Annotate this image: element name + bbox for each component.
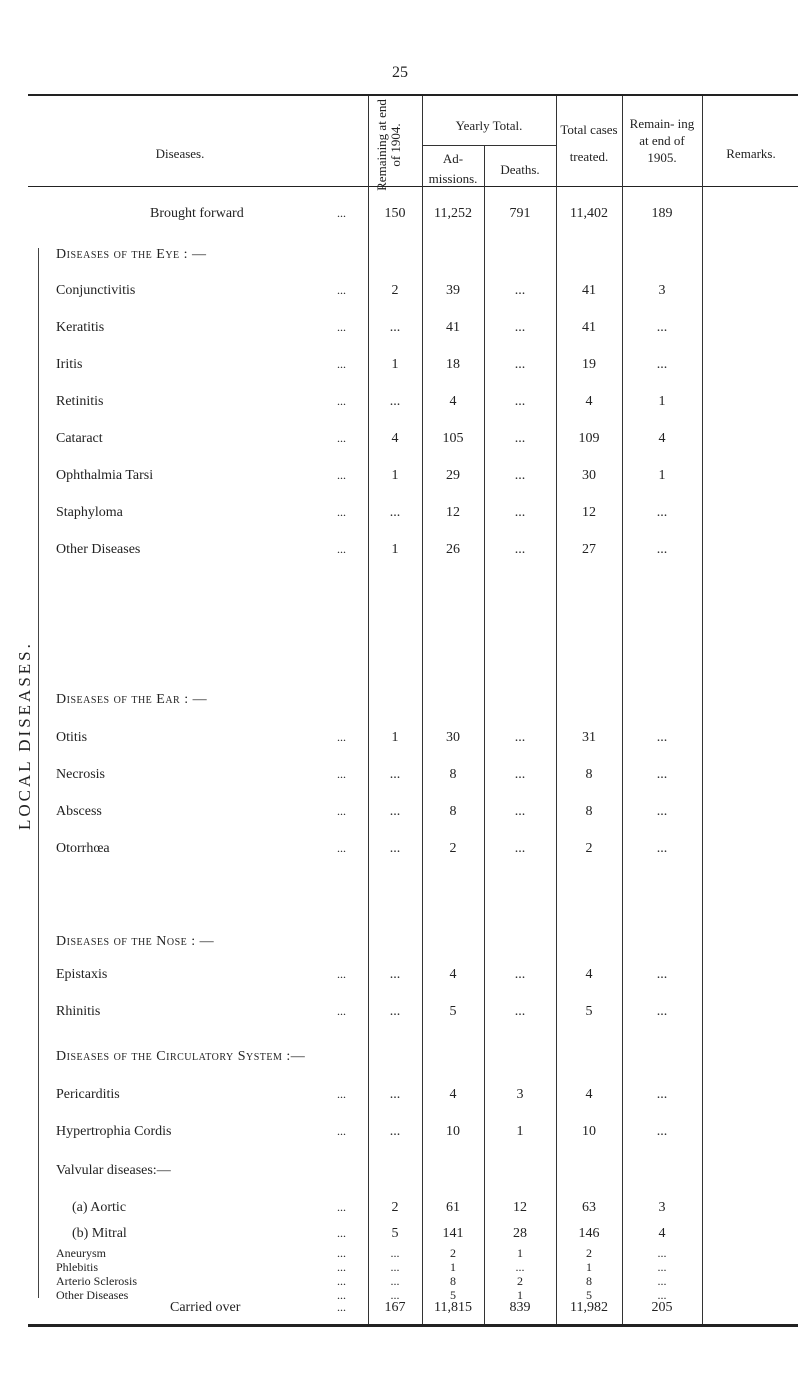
brought-forward-treated: 11,402 (570, 206, 608, 221)
carried-over-label: Carried over (170, 1300, 241, 1315)
row-remaining: 2 (391, 283, 399, 298)
row-admissions: 26 (446, 542, 460, 557)
dots: ... (337, 542, 346, 556)
row-deaths: ... (514, 967, 526, 982)
row-remaining: ... (390, 1246, 400, 1260)
header-admissions: Ad- missions. (428, 151, 478, 186)
row-remaining: ... (389, 1124, 401, 1139)
row-deaths: ... (514, 394, 526, 409)
row-deaths: 28 (513, 1226, 527, 1241)
row-treated: 8 (586, 1274, 592, 1288)
brought-forward-deaths: 791 (509, 206, 531, 221)
row-remaining: ... (389, 394, 401, 409)
row-admissions: 41 (446, 320, 460, 335)
row-deaths: ... (515, 1260, 525, 1274)
row-treated: 109 (578, 431, 600, 446)
dots: ... (337, 1274, 346, 1288)
page-number: 25 (392, 64, 408, 81)
col-line (556, 96, 557, 1324)
row-admissions: 61 (446, 1200, 460, 1215)
dots: ... (337, 767, 346, 781)
row-remaining: 4 (391, 431, 399, 446)
dots: ... (337, 1124, 346, 1138)
dots: ... (337, 1200, 346, 1214)
row-admissions: 2 (450, 1246, 456, 1260)
row-treated: 4 (585, 1087, 593, 1102)
section-eye: Diseases of the Eye : — (56, 247, 207, 262)
section-nose: Diseases of the Nose : — (56, 934, 215, 949)
carried-over-treated: 11,982 (570, 1300, 608, 1315)
row-deaths: ... (514, 767, 526, 782)
row-name: Other Diseases (56, 542, 141, 557)
row-name: Cataract (56, 431, 103, 446)
carried-over-deaths: 839 (509, 1300, 531, 1315)
carried-over-remain-end: 205 (651, 1300, 673, 1315)
row-treated: 4 (585, 394, 593, 409)
row-deaths: 12 (513, 1200, 527, 1215)
row-admissions: 29 (446, 468, 460, 483)
dots: ... (337, 206, 346, 220)
header-yearly-total: Yearly Total. (455, 118, 523, 133)
row-name: Otorrhœa (56, 841, 110, 856)
row-remaining: ... (389, 1004, 401, 1019)
row-remain-end: ... (656, 804, 668, 819)
row-admissions: 105 (442, 431, 464, 446)
dots: ... (337, 1087, 346, 1101)
row-remaining: ... (389, 505, 401, 520)
row-remain-end: 4 (658, 431, 666, 446)
dots: ... (337, 730, 346, 744)
dots: ... (337, 468, 346, 482)
row-remaining: 1 (391, 730, 399, 745)
row-deaths: ... (514, 357, 526, 372)
row-remain-end: ... (656, 1004, 668, 1019)
header-deaths: Deaths. (500, 162, 540, 177)
col-line (702, 96, 703, 1324)
dots: ... (337, 1226, 346, 1240)
valvular-label: Valvular diseases:— (56, 1163, 171, 1178)
row-remaining: ... (389, 967, 401, 982)
header-total-cases: Total cases treated. (560, 122, 618, 165)
row-admissions: 4 (449, 394, 457, 409)
row-remain-end: ... (657, 1260, 667, 1274)
row-admissions: 12 (446, 505, 460, 520)
row-name: Conjunctivitis (56, 283, 136, 298)
row-remain-end: ... (656, 730, 668, 745)
dots: ... (337, 1004, 346, 1018)
dots: ... (337, 320, 346, 334)
row-remain-end: ... (656, 505, 668, 520)
row-name: Necrosis (56, 767, 105, 782)
row-treated: 4 (585, 967, 593, 982)
side-label: LOCAL DISEASES. (15, 641, 34, 830)
col-line (622, 96, 623, 1324)
section-circulatory: Diseases of the Circulatory System :— (56, 1049, 306, 1064)
row-admissions: 18 (446, 357, 460, 372)
row-deaths: 2 (517, 1274, 523, 1288)
row-remain-end: 1 (658, 468, 666, 483)
row-remaining: 1 (391, 542, 399, 557)
row-remain-end: ... (656, 1087, 668, 1102)
row-treated: 146 (578, 1226, 600, 1241)
row-name: Iritis (56, 357, 83, 372)
row-treated: 5 (586, 1288, 592, 1302)
row-treated: 30 (582, 468, 596, 483)
row-remaining: ... (389, 804, 401, 819)
carried-over-remaining: 167 (384, 1300, 406, 1315)
row-remain-end: ... (656, 967, 668, 982)
row-admissions: 10 (446, 1124, 460, 1139)
row-deaths: ... (514, 841, 526, 856)
yearly-split-rule (422, 145, 556, 146)
header-remaining-end: Remain- ing at end of 1905. (629, 116, 695, 165)
row-deaths: 3 (516, 1087, 524, 1102)
row-name: Aneurysm (56, 1246, 106, 1260)
dots: ... (337, 804, 346, 818)
row-remain-end: 3 (658, 283, 666, 298)
row-deaths: 1 (517, 1246, 523, 1260)
row-treated: 41 (582, 320, 596, 335)
header-diseases: Diseases. (155, 146, 205, 161)
row-remaining: 5 (391, 1226, 399, 1241)
row-name: Retinitis (56, 394, 104, 409)
header-remarks: Remarks. (726, 146, 776, 161)
dots: ... (337, 1300, 346, 1314)
brought-forward-label: Brought forward (150, 206, 244, 221)
row-name: Abscess (56, 804, 102, 819)
dots: ... (337, 431, 346, 445)
row-treated: 27 (582, 542, 596, 557)
brought-forward-remaining: 150 (384, 206, 406, 221)
row-name: (a) Aortic (72, 1200, 127, 1215)
brought-forward-remain-end: 189 (651, 206, 673, 221)
row-treated: 19 (582, 357, 596, 372)
row-admissions: 1 (450, 1260, 456, 1274)
row-treated: 8 (585, 767, 593, 782)
row-name: Hypertrophia Cordis (56, 1124, 172, 1139)
row-remain-end: ... (656, 357, 668, 372)
row-deaths: ... (514, 468, 526, 483)
row-remain-end: ... (657, 1274, 667, 1288)
row-deaths: ... (514, 431, 526, 446)
row-name: Other Diseases (56, 1288, 129, 1302)
row-remaining: ... (389, 320, 401, 335)
row-deaths: 1 (517, 1288, 523, 1302)
dots: ... (337, 283, 346, 297)
row-treated: 2 (585, 841, 593, 856)
row-admissions: 8 (449, 767, 457, 782)
row-treated: 63 (582, 1200, 596, 1215)
row-name: Ophthalmia Tarsi (56, 468, 154, 483)
row-deaths: 1 (516, 1124, 524, 1139)
col-line (368, 96, 369, 1324)
dots: ... (337, 505, 346, 519)
row-admissions: 141 (442, 1226, 464, 1241)
row-remaining: ... (390, 1260, 400, 1274)
row-deaths: ... (514, 283, 526, 298)
row-treated: 5 (585, 1004, 593, 1019)
row-admissions: 4 (449, 1087, 457, 1102)
dots: ... (337, 1260, 346, 1274)
row-name: Pericarditis (56, 1087, 120, 1102)
header-remaining: Remaining at end of 1904. (374, 99, 403, 191)
row-remaining: ... (390, 1274, 400, 1288)
dots: ... (337, 1288, 346, 1302)
row-remaining: 1 (391, 468, 399, 483)
row-treated: 2 (586, 1246, 592, 1260)
dots: ... (337, 394, 346, 408)
row-admissions: 8 (450, 1274, 456, 1288)
row-deaths: ... (514, 1004, 526, 1019)
row-treated: 12 (582, 505, 596, 520)
row-remaining: 2 (391, 1200, 399, 1215)
row-remain-end: ... (656, 767, 668, 782)
brace (38, 248, 39, 1298)
row-name: Staphyloma (56, 505, 123, 520)
row-remain-end: ... (657, 1288, 667, 1302)
row-deaths: ... (514, 804, 526, 819)
row-remain-end: ... (656, 542, 668, 557)
dots: ... (337, 841, 346, 855)
row-remain-end: 3 (658, 1200, 666, 1215)
row-remaining: ... (390, 1288, 400, 1302)
row-admissions: 8 (449, 804, 457, 819)
row-deaths: ... (514, 320, 526, 335)
row-treated: 10 (582, 1124, 596, 1139)
row-admissions: 2 (449, 841, 457, 856)
row-remain-end: ... (656, 1124, 668, 1139)
row-name: Keratitis (56, 320, 105, 335)
row-deaths: ... (514, 505, 526, 520)
row-remaining: ... (389, 1087, 401, 1102)
row-remain-end: ... (656, 841, 668, 856)
row-remain-end: ... (657, 1246, 667, 1260)
row-admissions: 39 (446, 283, 460, 298)
row-treated: 8 (585, 804, 593, 819)
row-admissions: 5 (450, 1288, 456, 1302)
row-name: Epistaxis (56, 967, 108, 982)
row-deaths: ... (514, 542, 526, 557)
dots: ... (337, 1246, 346, 1260)
row-remaining: ... (389, 841, 401, 856)
row-name: (b) Mitral (72, 1226, 127, 1241)
row-treated: 1 (586, 1260, 592, 1274)
carried-over-admissions: 11,815 (434, 1300, 472, 1315)
dots: ... (337, 357, 346, 371)
row-remaining: ... (389, 767, 401, 782)
row-remain-end: 4 (658, 1226, 666, 1241)
row-name: Phlebitis (56, 1260, 99, 1274)
row-deaths: ... (514, 730, 526, 745)
brought-forward-admissions: 11,252 (434, 206, 472, 221)
row-admissions: 4 (449, 967, 457, 982)
row-remaining: 1 (391, 357, 399, 372)
row-treated: 31 (582, 730, 596, 745)
row-remain-end: ... (656, 320, 668, 335)
row-treated: 41 (582, 283, 596, 298)
row-name: Rhinitis (56, 1004, 101, 1019)
section-ear: Diseases of the Ear : — (56, 692, 208, 707)
row-admissions: 5 (449, 1004, 457, 1019)
row-admissions: 30 (446, 730, 460, 745)
row-name: Arterio Sclerosis (56, 1274, 137, 1288)
row-name: Otitis (56, 730, 88, 745)
dots: ... (337, 967, 346, 981)
bottom-rule (28, 1324, 798, 1327)
row-remain-end: 1 (658, 394, 666, 409)
col-line (422, 96, 423, 1324)
